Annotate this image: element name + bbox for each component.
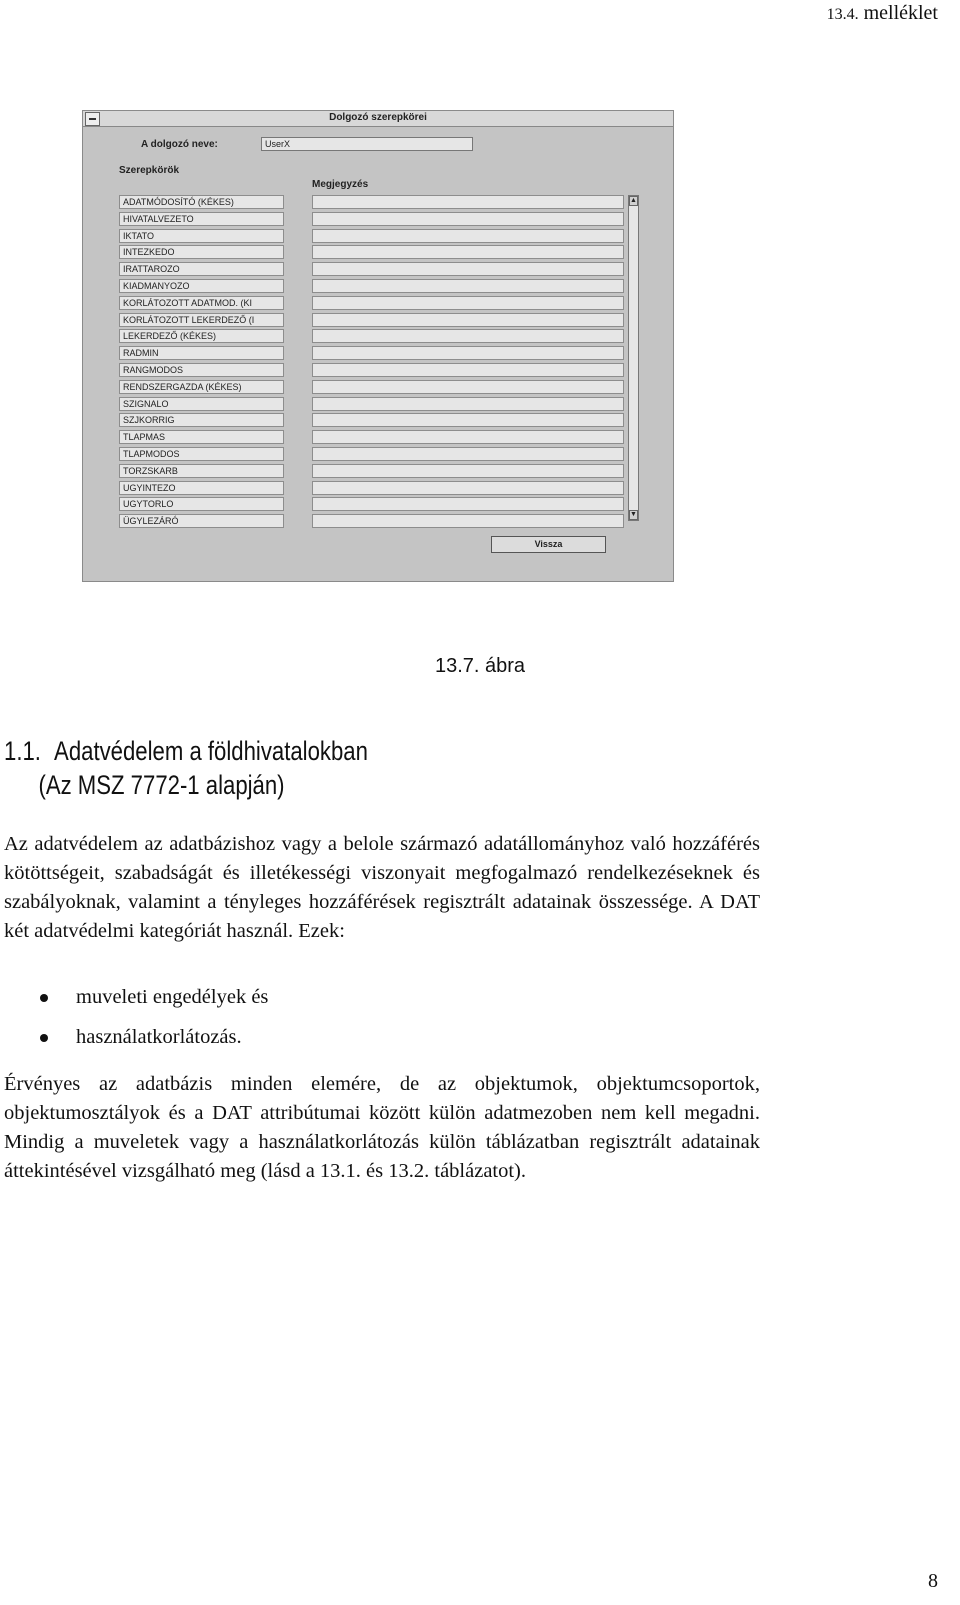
list-item: használatkorlátozás. bbox=[40, 1023, 268, 1063]
role-item[interactable]: LEKERDEZŐ (KÉKES) bbox=[119, 329, 284, 343]
note-field[interactable] bbox=[312, 413, 624, 427]
paragraph-intro: Az adatvédelem az adatbázishoz vagy a belole származó adatállományhoz való hozzáférés kötöttségeit, szabadságát és illetékességi viszonyait megfogalmazó rendelkezéseknek és szabályoknak, valamint a tényleges hozzáférések regisztrált adatainak összessége. A DAT két adatvédelmi kategóriát használ. Ezek: bbox=[4, 833, 760, 942]
note-field[interactable] bbox=[312, 195, 624, 209]
scroll-down-icon[interactable]: ▼ bbox=[630, 511, 637, 518]
role-item[interactable]: KORLÁTOZOTT ADATMOD. (KI bbox=[119, 296, 284, 310]
role-item[interactable]: SZIGNALO bbox=[119, 397, 284, 411]
section-title: Adatvédelem a földhivatalokban bbox=[54, 736, 368, 766]
roles-list bbox=[119, 195, 284, 531]
role-item[interactable]: IKTATO bbox=[119, 229, 284, 243]
name-label: A dolgozó neve: bbox=[141, 139, 218, 150]
role-item[interactable]: UGYTORLO bbox=[119, 497, 284, 511]
scroll-up-icon[interactable]: ▲ bbox=[630, 197, 637, 204]
note-field[interactable] bbox=[312, 464, 624, 478]
role-item[interactable]: RANGMODOS bbox=[119, 363, 284, 377]
note-field[interactable] bbox=[312, 262, 624, 276]
role-item[interactable]: HIVATALVEZETO bbox=[119, 212, 284, 226]
note-field[interactable] bbox=[312, 279, 624, 293]
note-field[interactable] bbox=[312, 363, 624, 377]
note-field[interactable] bbox=[312, 514, 624, 528]
note-field[interactable] bbox=[312, 447, 624, 461]
note-field[interactable] bbox=[312, 229, 624, 243]
note-field[interactable] bbox=[312, 296, 624, 310]
role-dialog-screenshot bbox=[82, 110, 674, 582]
paragraph-details: Érvényes az adatbázis minden elemére, de az objektumok, objektumcsoportok, objektumosztályok és a DAT attribútumai között külön adatmezoben nem kell megadni. Mindig a muveletek vagy a használatkorlátozás külön táblázatban regisztrált adatainak áttekintésével vizsgálható meg (lásd a 13.1. és 13.2. táblázatot). bbox=[4, 1073, 760, 1182]
role-item[interactable]: INTEZKEDO bbox=[119, 245, 284, 259]
role-item[interactable]: TLAPMAS bbox=[119, 430, 284, 444]
role-item[interactable]: UGYINTEZO bbox=[119, 481, 284, 495]
note-field[interactable] bbox=[312, 481, 624, 495]
section-heading bbox=[4, 734, 368, 802]
note-field[interactable] bbox=[312, 329, 624, 343]
role-item[interactable]: KORLÁTOZOTT LEKERDEZŐ (I bbox=[119, 313, 284, 327]
role-item[interactable]: IRATTAROZO bbox=[119, 262, 284, 276]
note-field[interactable] bbox=[312, 212, 624, 226]
page-header bbox=[827, 2, 938, 25]
figure-caption: 13.7. ábra bbox=[434, 655, 526, 677]
note-field[interactable] bbox=[312, 397, 624, 411]
category-list bbox=[40, 983, 268, 1063]
back-button[interactable]: Vissza bbox=[491, 536, 606, 553]
annex-number: 13.4. bbox=[826, 6, 859, 23]
list-item: muveleti engedélyek és bbox=[40, 983, 268, 1023]
role-item[interactable]: SZJKORRIG bbox=[119, 413, 284, 427]
note-field[interactable] bbox=[312, 245, 624, 259]
notes-scrollbar[interactable] bbox=[628, 195, 639, 521]
note-field[interactable] bbox=[312, 430, 624, 444]
notes-label: Megjegyzés bbox=[312, 179, 369, 190]
role-item[interactable]: KIADMANYOZO bbox=[119, 279, 284, 293]
annex-label: melléklet bbox=[863, 2, 938, 24]
note-field[interactable] bbox=[312, 346, 624, 360]
role-item[interactable]: RADMIN bbox=[119, 346, 284, 360]
role-item[interactable]: ÜGYLEZÁRÓ bbox=[119, 514, 284, 528]
dialog-titlebar bbox=[83, 111, 673, 127]
role-item[interactable]: TLAPMODOS bbox=[119, 447, 284, 461]
dialog-title: Dolgozó szerepkörei bbox=[329, 112, 427, 123]
section-subtitle: (Az MSZ 7772-1 alapján) bbox=[38, 770, 285, 800]
roles-label: Szerepkörök bbox=[119, 165, 180, 176]
role-item[interactable]: ADATMÓDOSÍTÓ (KÉKES) bbox=[119, 195, 284, 209]
employee-name-field[interactable]: UserX bbox=[261, 137, 473, 151]
note-field[interactable] bbox=[312, 497, 624, 511]
role-item[interactable]: TORZSKARB bbox=[119, 464, 284, 478]
section-number: 1.1. bbox=[4, 736, 41, 766]
note-field[interactable] bbox=[312, 313, 624, 327]
page-number: 8 bbox=[928, 1570, 938, 1592]
role-item[interactable]: RENDSZERGAZDA (KÉKES) bbox=[119, 380, 284, 394]
note-field[interactable] bbox=[312, 380, 624, 394]
notes-list bbox=[312, 195, 624, 531]
